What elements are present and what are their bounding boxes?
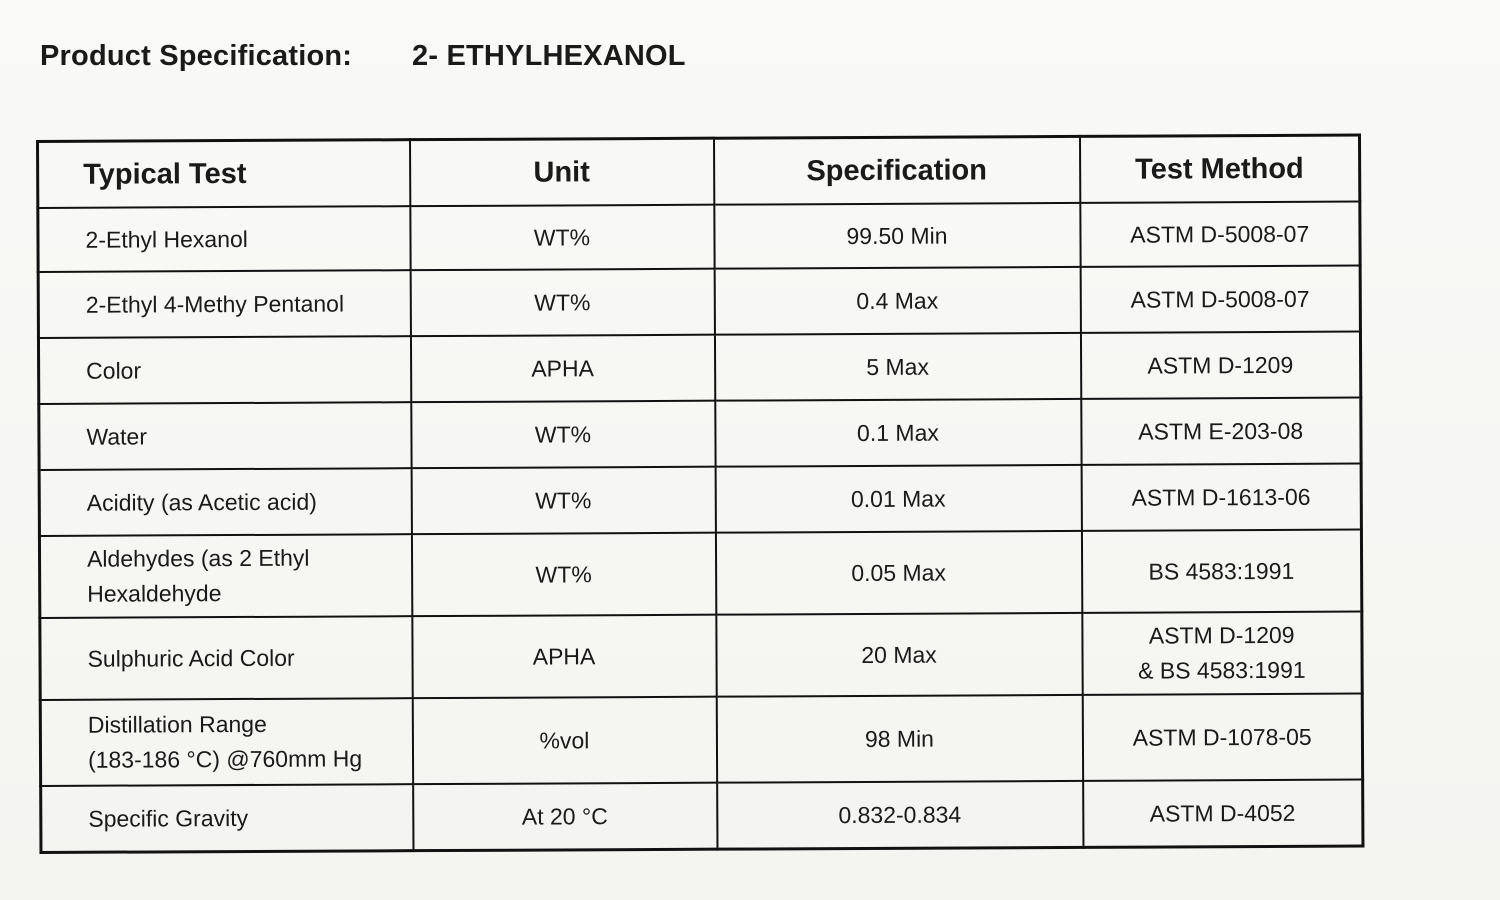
cell-unit: %vol — [412, 697, 716, 784]
cell-unit: WT% — [410, 205, 714, 270]
cell-test: Distillation Range (183-186 °C) @760mm Hg — [40, 698, 412, 786]
cell-specification: 98 Min — [716, 695, 1082, 783]
table-header-row — [38, 135, 1360, 208]
cell-unit: WT% — [410, 269, 714, 336]
cell-test-method: ASTM D-1209 — [1080, 332, 1360, 399]
cell-test: Specific Gravity — [41, 784, 413, 852]
cell-test: Water — [39, 402, 411, 470]
table-row — [38, 332, 1360, 404]
cell-test-method: ASTM D-5008-07 — [1080, 266, 1360, 333]
cell-test: 2-Ethyl 4-Methy Pentanol — [38, 270, 410, 338]
cell-test-method: ASTM D-1209 & BS 4583:1991 — [1082, 612, 1362, 695]
cell-unit: At 20 °C — [413, 783, 717, 851]
cell-specification: 0.832-0.834 — [717, 781, 1083, 849]
table-row — [41, 780, 1363, 853]
document-heading — [40, 40, 686, 73]
table-row — [38, 202, 1360, 272]
cell-unit: WT% — [411, 467, 715, 534]
cell-specification: 0.4 Max — [714, 267, 1080, 335]
header-specification: Specification — [713, 136, 1079, 204]
product-name: 2- ETHYLHEXANOL — [412, 40, 686, 72]
cell-unit: WT% — [411, 401, 715, 468]
cell-unit: WT% — [411, 533, 715, 616]
cell-specification: 99.50 Min — [714, 203, 1080, 269]
cell-specification: 0.01 Max — [715, 465, 1081, 533]
table-row — [40, 694, 1362, 786]
header-typical-test: Typical Test — [38, 140, 410, 208]
cell-test: 2-Ethyl Hexanol — [38, 206, 410, 272]
cell-test-method: BS 4583:1991 — [1081, 530, 1361, 613]
cell-test-method: ASTM E-203-08 — [1081, 398, 1361, 465]
table-row — [39, 530, 1361, 618]
cell-test-method: ASTM D-5008-07 — [1080, 202, 1360, 267]
cell-specification: 5 Max — [714, 333, 1080, 401]
table-row — [38, 266, 1360, 338]
specification-table — [36, 134, 1364, 854]
cell-test-method: ASTM D-1613-06 — [1081, 464, 1361, 531]
table-row — [39, 464, 1361, 536]
cell-unit: APHA — [410, 335, 714, 402]
cell-specification: 0.05 Max — [715, 531, 1081, 615]
table-row — [39, 398, 1361, 470]
cell-specification: 0.1 Max — [715, 399, 1081, 467]
cell-test: Aldehydes (as 2 Ethyl Hexaldehyde — [39, 534, 411, 618]
header-test-method: Test Method — [1079, 135, 1359, 203]
table-row — [40, 612, 1362, 700]
cell-specification: 20 Max — [716, 613, 1082, 697]
cell-unit: APHA — [412, 615, 716, 698]
cell-test: Color — [38, 336, 410, 404]
header-unit: Unit — [410, 138, 714, 206]
cell-test: Sulphuric Acid Color — [40, 616, 412, 700]
cell-test: Acidity (as Acetic acid) — [39, 468, 411, 536]
cell-test-method: ASTM D-1078-05 — [1082, 694, 1362, 781]
cell-test-method: ASTM D-4052 — [1083, 780, 1363, 848]
heading-label: Product Specification: — [40, 40, 353, 72]
